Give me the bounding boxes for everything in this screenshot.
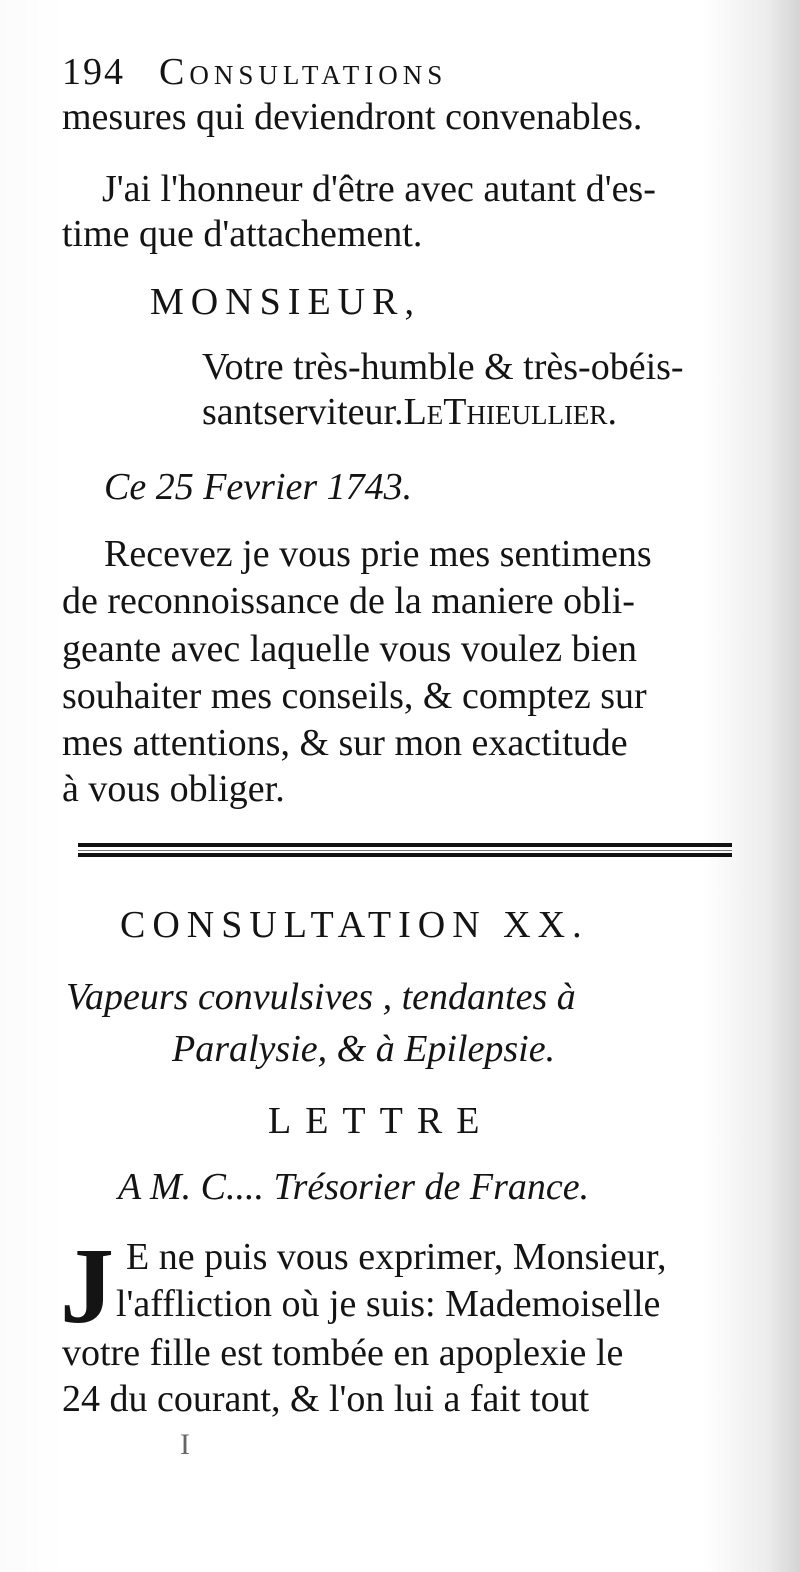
text-line: de reconnoissance de la maniere obli- <box>62 580 635 622</box>
consultation-subtitle: Paralysie, & à Epilepsie. <box>172 1028 556 1070</box>
text-line: time que d'attachement. <box>62 213 423 255</box>
section-rule <box>78 843 732 857</box>
text-line: à vous obliger. <box>62 768 285 810</box>
text-line: votre fille est tombée en apoplexie le <box>62 1332 624 1374</box>
signature-mark: I <box>180 1428 190 1461</box>
text-line: 24 du courant, & l'on lui a fait tout <box>62 1378 590 1420</box>
letter-heading: LETTRE <box>268 1100 494 1142</box>
text-line: J'ai l'honneur d'être avec autant d'es- <box>102 168 656 210</box>
text-line: souhaiter mes conseils, & comptez sur <box>62 675 647 717</box>
author-name: LeThieullier. <box>403 391 617 433</box>
running-title: Consultations <box>159 51 448 93</box>
page-number: 194 <box>62 51 125 93</box>
text-line: Recevez je vous prie mes sentimens <box>104 533 652 575</box>
drop-cap: J <box>60 1227 114 1346</box>
signature-line <box>202 393 617 431</box>
text-line: mes attentions, & sur mon exactitude <box>62 722 628 764</box>
text-line: l'affliction où je suis: Mademoiselle <box>116 1283 661 1325</box>
consultation-subtitle: Vapeurs convulsives , tendantes à <box>66 976 576 1018</box>
running-header <box>62 50 447 94</box>
text-line: mesures qui deviendront convenables. <box>62 96 643 138</box>
consultation-heading: CONSULTATION XX. <box>120 904 589 946</box>
letter-date: Ce 25 Fevrier 1743. <box>104 466 413 508</box>
text-line: E ne puis vous exprimer, Monsieur, <box>126 1236 667 1278</box>
text-fragment: santserviteur. <box>202 391 404 433</box>
text-line: Votre très-humble & très-obéis- <box>202 346 684 388</box>
salutation: MONSIEUR, <box>150 281 421 323</box>
letter-addressee: A M. C.... Trésorier de France. <box>118 1166 590 1208</box>
text-line: geante avec laquelle vous voulez bien <box>62 628 638 670</box>
